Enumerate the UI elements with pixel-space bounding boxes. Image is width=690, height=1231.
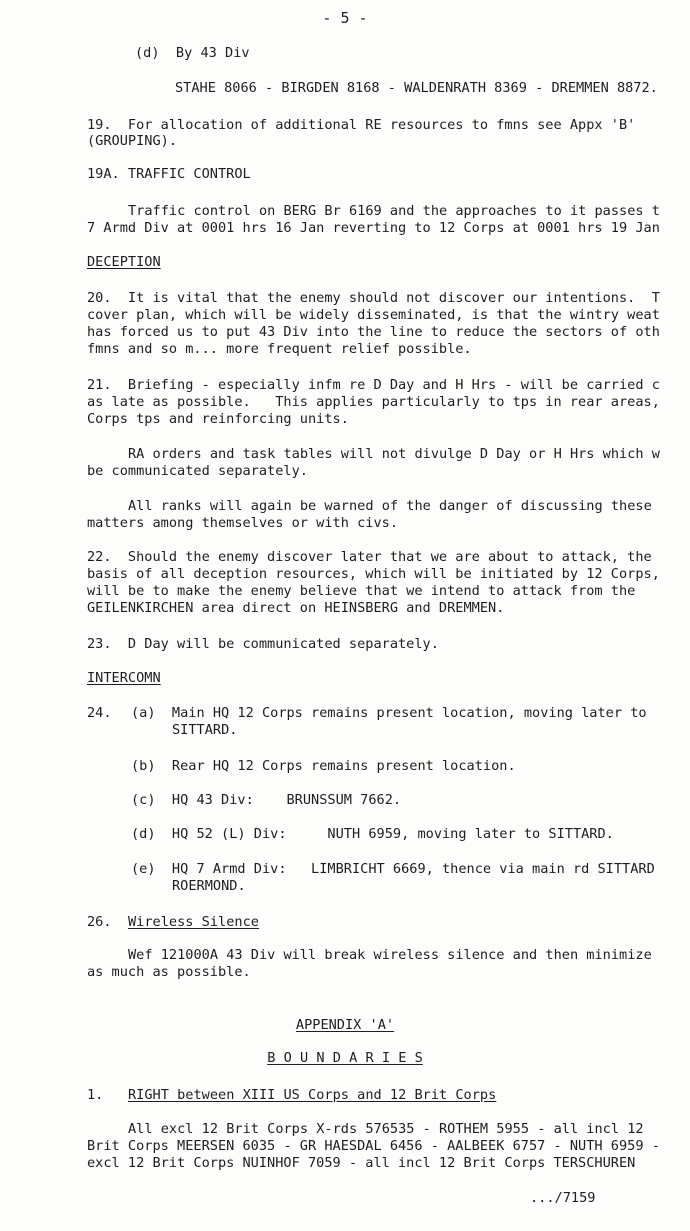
para-ra-line-1: RA orders and task tables will not divulge D Day or H Hrs which w xyxy=(128,446,660,462)
para-ranks-line-2: matters among themselves or with civs. xyxy=(87,515,398,531)
para-22-line-2: basis of all deception resources, which will be initiated by 12 Corps, xyxy=(87,566,660,582)
para-d-heading: (d) By 43 Div xyxy=(135,45,250,61)
section-heading-intercomn: INTERCOMN xyxy=(87,670,161,686)
para-26-line-2: as much as possible. xyxy=(87,964,251,980)
para-20-line-3: has forced us to put 43 Div into the line to reduce the sectors of oth xyxy=(87,324,660,340)
appendix-heading: APPENDIX 'A' xyxy=(295,1017,395,1033)
para-1-line-2: Brit Corps MEERSEN 6035 - GR HAESDAL 6456 - AALBEEK 6757 - NUTH 6959 - xyxy=(87,1138,660,1154)
para-d-line: STAHE 8066 - BIRGDEN 8168 - WALDENRATH 8369 - DREMMEN 8872. xyxy=(175,80,658,96)
boundaries-heading: B O U N D A R I E S xyxy=(267,1050,423,1066)
para-23-line: 23. D Day will be communicated separately. xyxy=(87,636,439,652)
para-24a-line-2: SITTARD. xyxy=(172,722,238,738)
para-20-line-4: fmns and so m... more frequent relief possible. xyxy=(87,341,472,357)
para-24d-line: (d) HQ 52 (L) Div: NUTH 6959, moving later to SITTARD. xyxy=(131,826,614,842)
para-22-line-4: GEILENKIRCHEN area direct on HEINSBERG and DREMMEN. xyxy=(87,600,505,616)
para-ra-line-2: be communicated separately. xyxy=(87,463,308,479)
para-24e-line-2: ROERMOND. xyxy=(172,878,246,894)
para-1-line-3: excl 12 Brit Corps NUINHOF 7059 - all incl 12 Brit Corps TERSCHUREN xyxy=(87,1155,636,1171)
para-1-number: 1. xyxy=(87,1087,104,1103)
para-26-heading: Wireless Silence xyxy=(128,914,259,930)
page-number: - 5 - xyxy=(322,9,368,27)
para-24e-line-1: (e) HQ 7 Armd Div: LIMBRICHT 6669, thence via main rd SITTARD xyxy=(131,861,655,877)
para-21-line-2: as late as possible. This applies particularly to tps in rear areas, xyxy=(87,394,660,410)
para-1-heading: RIGHT between XIII US Corps and 12 Brit Corps xyxy=(128,1087,497,1103)
para-19-line-2: (GROUPING). xyxy=(87,133,178,149)
para-22-line-1: 22. Should the enemy discover later that we are about to attack, the xyxy=(87,549,652,565)
para-19a-heading: 19A. TRAFFIC CONTROL xyxy=(87,166,251,182)
para-19-line-1: 19. For allocation of additional RE resources to fmns see Appx 'B' xyxy=(87,117,636,133)
para-19a-line-2: 7 Armd Div at 0001 hrs 16 Jan reverting to 12 Corps at 0001 hrs 19 Jan xyxy=(87,220,660,236)
para-1-line-1: All excl 12 Brit Corps X-rds 576535 - ROTHEM 5955 - all incl 12 xyxy=(128,1121,644,1137)
para-21-line-1: 21. Briefing - especially infm re D Day and H Hrs - will be carried c xyxy=(87,377,660,393)
para-19a-line-1: Traffic control on BERG Br 6169 and the approaches to it passes t xyxy=(128,203,660,219)
para-ranks-line-1: All ranks will again be warned of the danger of discussing these xyxy=(128,498,652,514)
para-24a-line-1: (a) Main HQ 12 Corps remains present location, moving later to xyxy=(131,705,647,721)
para-24c-line: (c) HQ 43 Div: BRUNSSUM 7662. xyxy=(131,792,402,808)
para-26-line-1: Wef 121000A 43 Div will break wireless silence and then minimize xyxy=(128,947,652,963)
para-24-number: 24. xyxy=(87,705,112,721)
para-20-line-1: 20. It is vital that the enemy should not discover our intentions. T xyxy=(87,290,660,306)
para-21-line-3: Corps tps and reinforcing units. xyxy=(87,411,349,427)
section-heading-deception: DECEPTION xyxy=(87,254,161,270)
para-22-line-3: will be to make the enemy believe that we intend to attack from the xyxy=(87,583,636,599)
continuation-marker: .../7159 xyxy=(530,1190,596,1206)
para-20-line-2: cover plan, which will be widely disseminated, is that the wintry weat xyxy=(87,307,660,323)
para-26-number: 26. xyxy=(87,914,112,930)
para-24b-line: (b) Rear HQ 12 Corps remains present location. xyxy=(131,758,516,774)
